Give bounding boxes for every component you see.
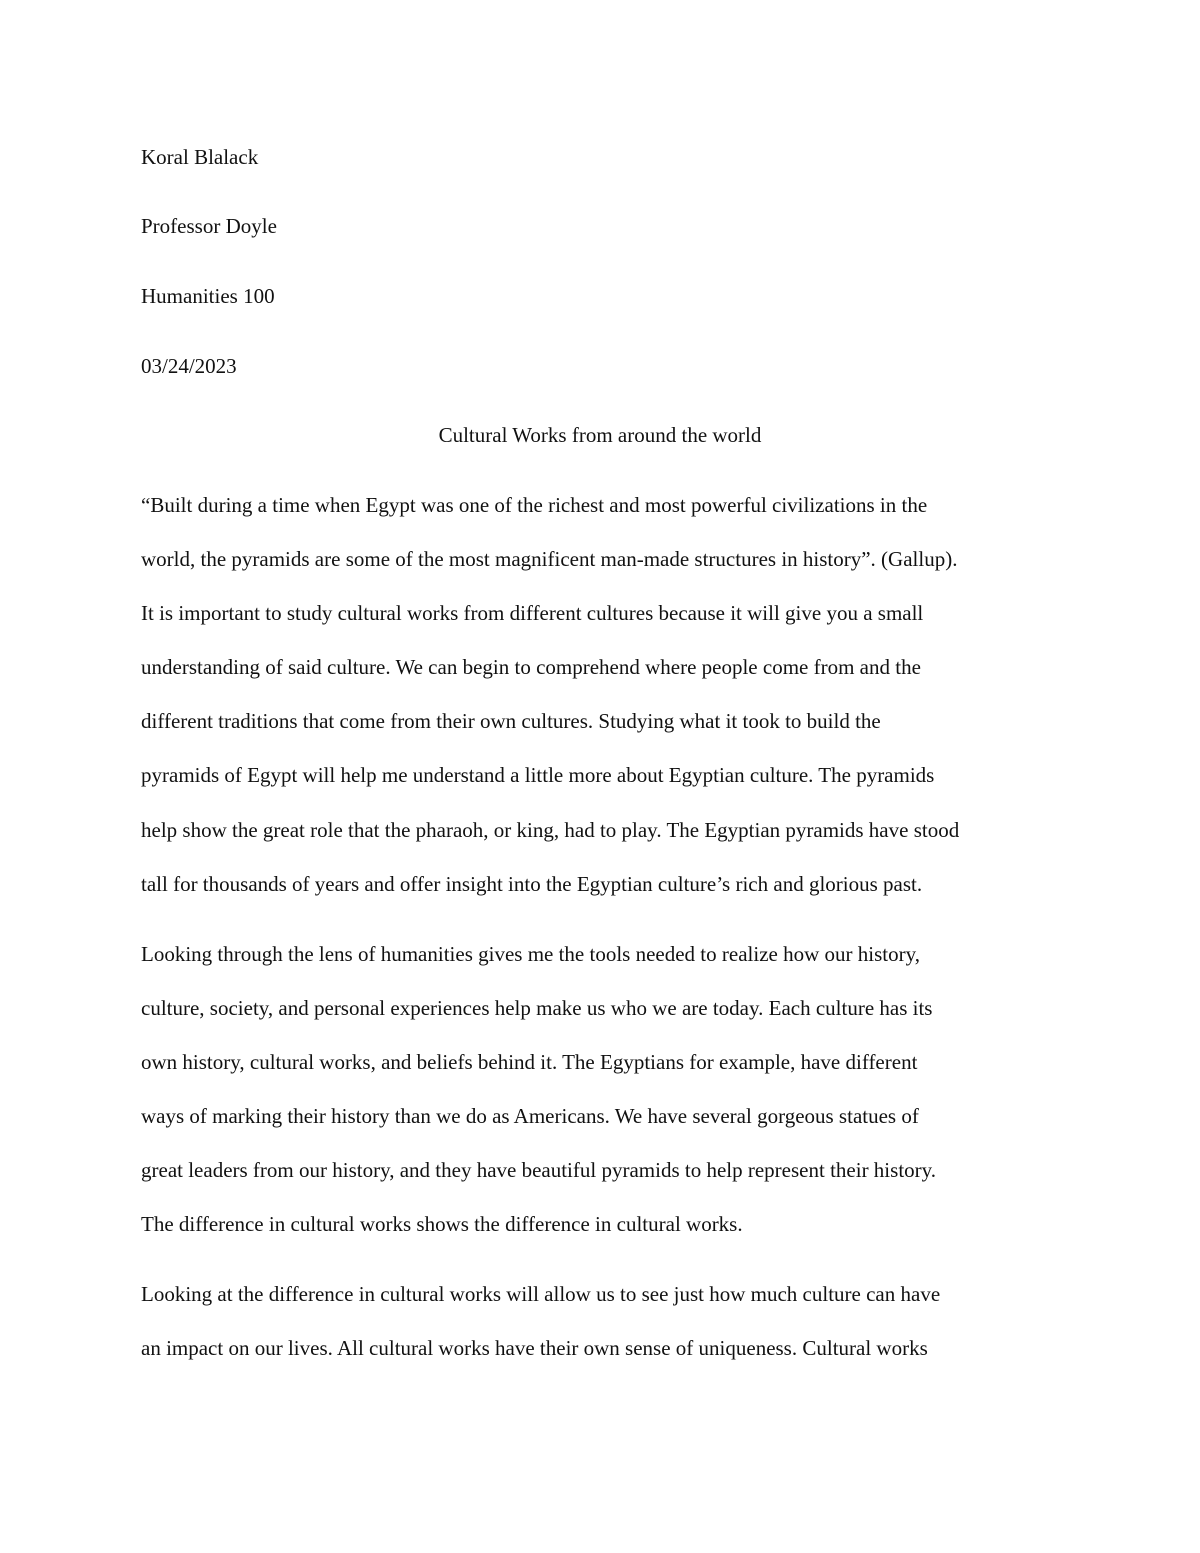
paragraph-line: “Built during a time when Egypt was one of the richest and most powerful civilizations in the: [141, 493, 928, 517]
professor-name: Professor Doyle: [141, 214, 277, 238]
paragraph-line: It is important to study cultural works from different cultures because it will give you a small: [141, 601, 924, 625]
paragraph-line: Looking through the lens of humanities gives me the tools needed to realize how our history,: [141, 942, 920, 966]
course-name: Humanities 100: [141, 284, 275, 308]
paragraph-line: own history, cultural works, and beliefs behind it. The Egyptians for example, have different: [141, 1050, 918, 1074]
paragraph-line: different traditions that come from their own cultures. Studying what it took to build the: [141, 709, 881, 733]
paragraph-line: great leaders from our history, and they have beautiful pyramids to help represent their history.: [141, 1158, 937, 1182]
document-date: 03/24/2023: [141, 354, 237, 378]
paragraph-line: world, the pyramids are some of the most magnificent man-made structures in history”. (Gallup).: [141, 547, 958, 571]
paragraph-line: ways of marking their history than we do as Americans. We have several gorgeous statues of: [141, 1104, 919, 1128]
paragraph-line: pyramids of Egypt will help me understand a little more about Egyptian culture. The pyramids: [141, 763, 935, 787]
paragraph-line: The difference in cultural works shows the difference in cultural works.: [141, 1212, 743, 1236]
paragraph-line: help show the great role that the pharaoh, or king, had to play. The Egyptian pyramids have stood: [141, 818, 960, 842]
paragraph-line: understanding of said culture. We can begin to comprehend where people come from and the: [141, 655, 921, 679]
paragraph-line: tall for thousands of years and offer insight into the Egyptian culture’s rich and glorious past.: [141, 872, 923, 896]
document-title: Cultural Works from around the world: [438, 423, 762, 447]
paragraph-line: Looking at the difference in cultural works will allow us to see just how much culture can have: [141, 1282, 941, 1306]
author-name: Koral Blalack: [141, 145, 259, 169]
paragraph-line: an impact on our lives. All cultural works have their own sense of uniqueness. Cultural works: [141, 1336, 928, 1360]
paragraph-line: culture, society, and personal experiences help make us who we are today. Each culture has its: [141, 996, 933, 1020]
